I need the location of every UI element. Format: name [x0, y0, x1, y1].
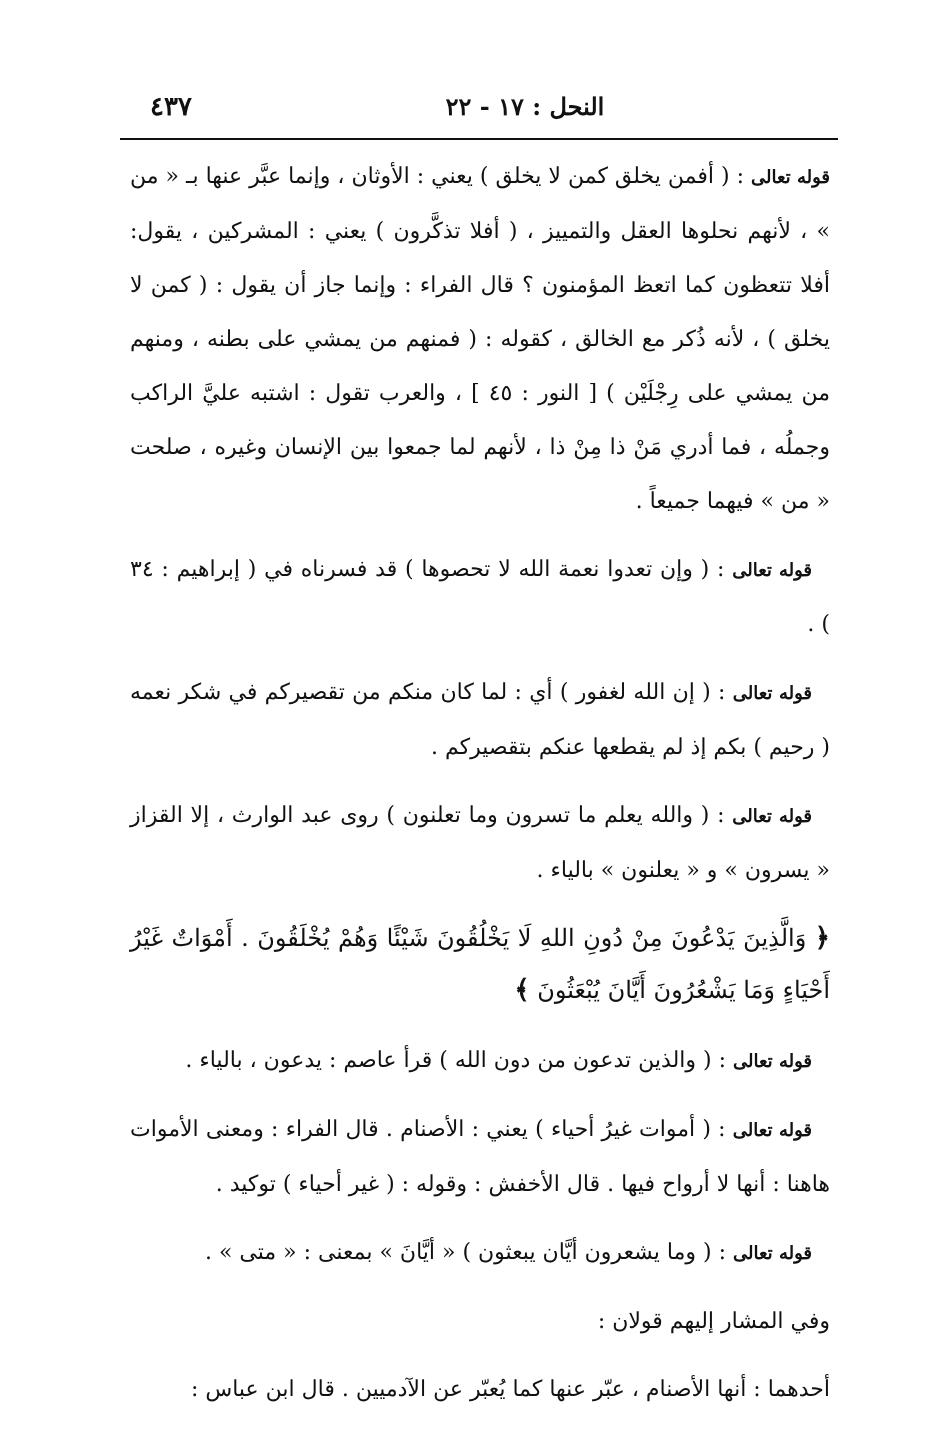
paragraph-text: : ( أموات غيرُ أحياء ) يعني : الأصنام . قال الفراء : ومعنى الأموات هاهنا : أنها لا أرواح فيها . قال الأخفش : وقوله : ( غير أحياء ) توكيد . — [130, 1117, 830, 1197]
paragraph — [130, 789, 830, 898]
paragraph — [130, 1034, 830, 1089]
quran-verse — [130, 912, 830, 1016]
paragraph-lead: قوله تعالى — [732, 1120, 812, 1141]
page-number: ٤٣٧ — [150, 92, 192, 122]
paragraph-text: : ( وإن تعدوا نعمة الله لا تحصوها ) قد فسرناه في ( إبراهيم : ٣٤ ) . — [130, 557, 830, 637]
paragraph-text: : ( إن الله لغفور ) أي : لما كان منكم من تقصيركم في شكر نعمه ( رحيم ) بكم إذ لم يقطعها عنكم بتقصيركم . — [130, 680, 830, 760]
paragraph — [130, 1103, 830, 1212]
page-body — [130, 150, 830, 1431]
paragraph — [130, 1295, 830, 1349]
paragraph-text: : ( والله يعلم ما تسرون وما تعلنون ) روى عبد الوارث ، إلا القزاز « يسرون » و « يعلنون » بالياء . — [130, 803, 830, 883]
paragraph-text: : ( والذين تدعون من دون الله ) قرأ عاصم : يدعون ، بالياء . — [185, 1048, 727, 1073]
paragraph — [130, 1226, 830, 1281]
paragraph-text: أحدهما : أنها الأصنام ، عبّر عنها كما يُعبّر عن الآدميين . قال ابن عباس : — [190, 1377, 830, 1402]
verse-text: وَالَّذِينَ يَدْعُونَ مِنْ دُونِ اللهِ لَا يَخْلُقُونَ شَيْئًا وَهُمْ يُخْلَقُونَ . أَمْوَاتٌ غَيْرُ أَحْيَاءٍ وَمَا يَشْعُرُونَ أَيَّانَ يُبْعَثُونَ — [130, 924, 830, 1004]
paragraph — [130, 666, 830, 775]
header-rule — [120, 138, 838, 140]
paragraph-lead: قوله تعالى — [732, 560, 812, 581]
paragraph-lead: قوله تعالى — [733, 1051, 812, 1072]
paragraph-text: : ( أفمن يخلق كمن لا يخلق ) يعني : الأوثان ، وإنما عبَّر عنها بـ « من » ، لأنهم نحلوها العقل والتمييز ، ( أفلا تذكَّرون ) يعني : المشركين ، يقول: أفلا تتعظون كما اتعظ المؤمنون ؟ قال الفراء : وإنما جاز أن يقول : ( كمن لا يخلق ) ، لأنه ذُكر مع الخالق ، كقوله : ( فمنهم من يمشي على بطنه ، ومنهم من يمشي على رِجْلَيْن ) [ النور : ٤٥ ] ، والعرب تقول : اشتبه عليَّ الراكب وجملُه ، فما أدري مَنْ ذا مِنْ ذا ، لأنهم لما جمعوا بين الإنسان وغيره ، صلحت « من » فيهما جميعاً . — [130, 164, 830, 514]
paragraph-text: : ( وما يشعرون أيَّان يبعثون ) « أيَّانَ » بمعنى : « متى » . — [204, 1240, 727, 1265]
paragraph-lead: قوله تعالى — [732, 683, 812, 704]
paragraph — [130, 1363, 830, 1417]
paragraph — [130, 150, 830, 529]
paragraph-lead: قوله تعالى — [751, 167, 830, 188]
verse-open-bracket: ﴿ — [814, 923, 830, 953]
paragraph-lead: قوله تعالى — [733, 1243, 812, 1264]
running-title: النحل : ١٧ - ٢٢ — [445, 92, 605, 121]
verse-close-bracket: ﴾ — [514, 975, 530, 1005]
paragraph-text: وفي المشار إليهم قولان : — [597, 1309, 830, 1334]
paragraph-lead: قوله تعالى — [732, 806, 812, 827]
page-header — [120, 92, 840, 132]
paragraph — [130, 543, 830, 652]
